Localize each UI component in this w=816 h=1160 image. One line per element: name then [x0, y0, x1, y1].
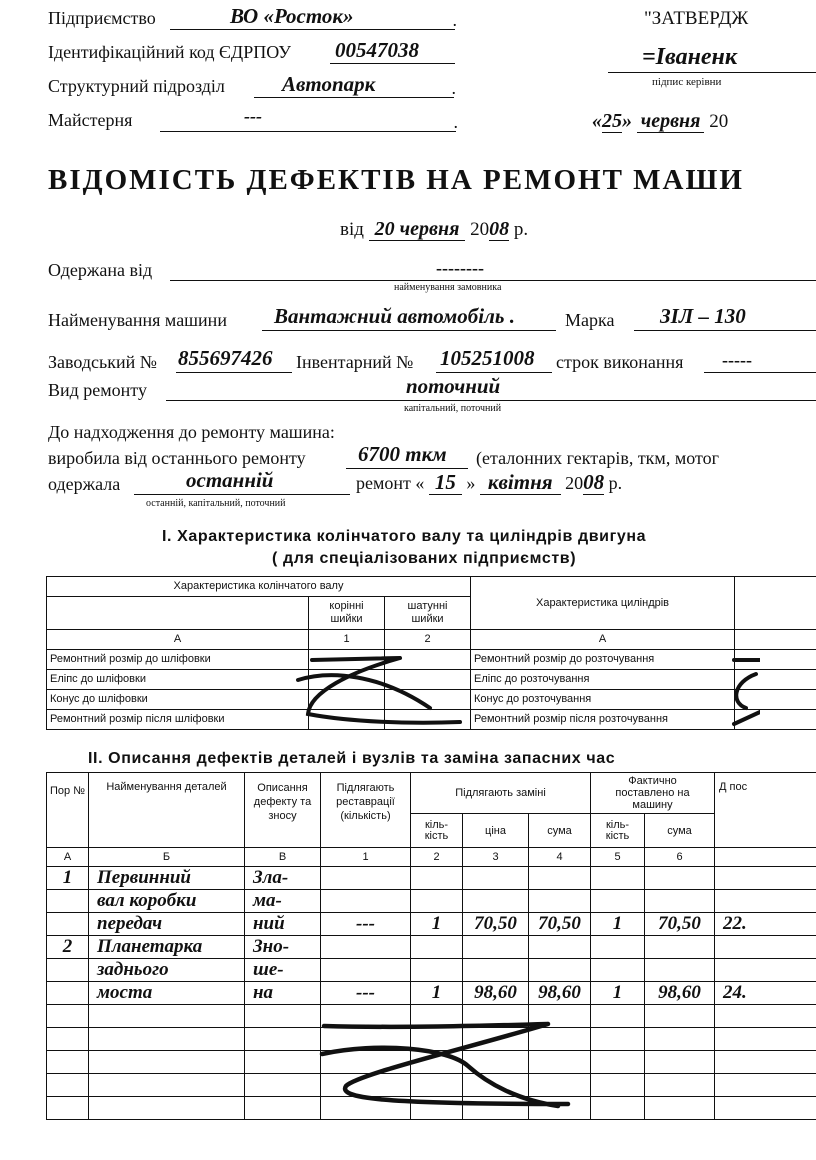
right-row-label: Конус до розточування — [471, 690, 735, 710]
brand-field — [634, 304, 816, 331]
factory-field — [176, 346, 292, 373]
division-value: Автопарк — [282, 72, 376, 96]
received-field — [170, 256, 816, 281]
approve-day: 25 — [602, 110, 622, 132]
col-replace-header: Підлягають заміні — [411, 773, 591, 814]
repair-field — [166, 376, 816, 401]
table-row: заднього ше- — [47, 959, 816, 982]
term-value: ----- — [722, 350, 752, 370]
signature-field — [608, 44, 816, 73]
left-row-label: Конус до шліфовки — [47, 690, 309, 710]
inventory-field — [436, 346, 552, 373]
approve-month: червня — [637, 110, 705, 133]
workshop-label: Майстерня — [48, 110, 133, 130]
table-row: вал коробки ма- — [47, 890, 816, 913]
got-label: одержала — [48, 474, 121, 494]
rod-journals: шатунні шийки — [385, 597, 471, 630]
before-label: До надходження до ремонту машина: — [48, 422, 335, 442]
repair-label: Вид ремонту — [48, 380, 147, 400]
repair-value: поточний — [406, 374, 501, 398]
division-label: Структурний підрозділ — [48, 76, 225, 96]
left-row-label: Еліпс до шліфовки — [47, 670, 309, 690]
division-field: Автопарк . — [254, 72, 454, 98]
term-field — [704, 346, 816, 373]
shaft-cylinder-table: Характеристика колінчатого валу Характеристика циліндрів корінні шийки шатунні шийки А 1 2 А Ремонтний розмір до шліфовки Ремонтний розмір до розточування Еліпс до шліфовки Еліпс до розточування Конус до шліфовки Конус до розточування Ремонтний розмір після шліфовки Ремонтний розмір після розточування — [46, 576, 816, 730]
code-value: 00547038 — [335, 38, 419, 62]
left-row-label: Ремонтний розмір після шліфовки — [47, 710, 309, 730]
got-value: останній — [186, 468, 274, 492]
defects-table: Пор № Найменування деталей Описання дефекту та зносу Підлягають реставрації (кількість) Підлягають заміні Фактично поставлено на машину Д пос кіль-кість ціна сума кіль-кість сума А Б В 1 2 3 4 5 6 1 Первинний Зла- вал коробки ма- передач ний --- 1 70,50 70,50 1 70,50 22. 2 Планетарка Зно- заднього ше- моста на --- 1 98,60 98,60 1 98,60 24. — [46, 772, 816, 1120]
cylinder-header: Характеристика циліндрів — [471, 577, 735, 630]
col-num-header: Пор № — [47, 773, 89, 848]
approve-year: 20 — [709, 111, 729, 132]
col-extra-header: Д пос — [715, 773, 816, 848]
enterprise-value: ВО «Росток» — [230, 4, 354, 28]
factory-value: 855697426 — [178, 346, 273, 370]
term-label: строк виконання — [556, 352, 684, 372]
strike-scribble-cylinder — [726, 652, 760, 732]
machine-field — [262, 304, 556, 331]
col-defect-header: Описання дефекту та зносу — [245, 773, 321, 848]
received-value: -------- — [436, 258, 484, 278]
right-row-label: Еліпс до розточування — [471, 670, 735, 690]
title-date-year: 08 — [489, 218, 510, 240]
section2-title: II. Описання дефектів деталей і вузлів та заміна запасних час — [88, 750, 616, 767]
signature-caption: підпис керівни — [652, 76, 722, 88]
enterprise-field: ВО «Росток» . — [170, 4, 455, 30]
code-label: Ідентифікаційний код ЄДРПОУ — [48, 42, 291, 62]
received-caption: найменування замовника — [394, 282, 502, 293]
shaft-header: Характеристика колінчатого валу — [47, 577, 471, 597]
table-row: 2 Планетарка Зно- — [47, 936, 816, 959]
right-row-label: Ремонтний розмір до розточування — [471, 650, 735, 670]
repair-caption: капітальний, поточний — [404, 403, 502, 414]
table-row: передач ний --- 1 70,50 70,50 1 70,50 22. — [47, 913, 816, 936]
approve-date: «25» червня 20 — [592, 110, 729, 132]
inventory-label: Інвентарний № — [296, 352, 414, 372]
factory-label: Заводський № — [48, 352, 157, 372]
got-caption: останній, капітальний, поточний — [146, 498, 286, 509]
strike-scribble-shaft — [290, 652, 470, 732]
produced-value: 6700 ткм — [358, 442, 447, 466]
got-day: 15 — [429, 470, 462, 495]
title-date-value: 20 червня — [369, 218, 466, 241]
brand-value: ЗІЛ – 130 — [660, 304, 746, 328]
section1-title: I. Характеристика колінчатого валу та циліндрів двигуна — [162, 528, 647, 545]
col-name-header: Найменування деталей — [89, 773, 245, 848]
section1-subtitle: ( для спеціалізованих підприємств) — [272, 550, 577, 567]
strike-scribble-rows — [318, 1014, 618, 1114]
main-journals: корінні шийки — [309, 597, 385, 630]
workshop-value: --- — [244, 106, 262, 126]
got-repair: ремонт « 15 » квітня 2008 р. — [356, 470, 623, 494]
enterprise-label: Підприємство — [48, 8, 156, 28]
code-field — [330, 38, 455, 64]
left-row-label: Ремонтний розмір до шліфовки — [47, 650, 309, 670]
brand-label: Марка — [565, 310, 615, 330]
got-year: 08 — [583, 470, 605, 494]
table-row: моста на --- 1 98,60 98,60 1 98,60 24. — [47, 982, 816, 1005]
signature: =Іваненк — [642, 44, 738, 70]
produced-label: виробила від останнього ремонту — [48, 448, 306, 468]
title-date: від 20 червня 2008 р. — [340, 218, 529, 240]
right-row-label: Ремонтний розмір після розточування — [471, 710, 735, 730]
received-label: Одержана від — [48, 260, 153, 280]
got-field — [134, 468, 350, 495]
workshop-field: --- . — [160, 106, 456, 132]
document-title: ВІДОМІСТЬ ДЕФЕКТІВ НА РЕМОНТ МАШИ — [48, 164, 744, 196]
col-restore-header: Підлягають реставрації (кількість) — [321, 773, 411, 848]
approved-heading: "ЗАТВЕРДЖ — [644, 8, 749, 29]
col-actual-header: Фактично поставлено на машину — [591, 773, 715, 814]
inventory-value: 105251008 — [440, 346, 535, 370]
got-month: квітня — [480, 470, 561, 495]
machine-value: Вантажний автомобіль . — [274, 304, 515, 328]
produced-units: (еталонних гектарів, ткм, мотог — [476, 448, 719, 468]
machine-label: Найменування машини — [48, 310, 227, 330]
produced-field — [346, 442, 468, 469]
table-row: 1 Первинний Зла- — [47, 867, 816, 890]
